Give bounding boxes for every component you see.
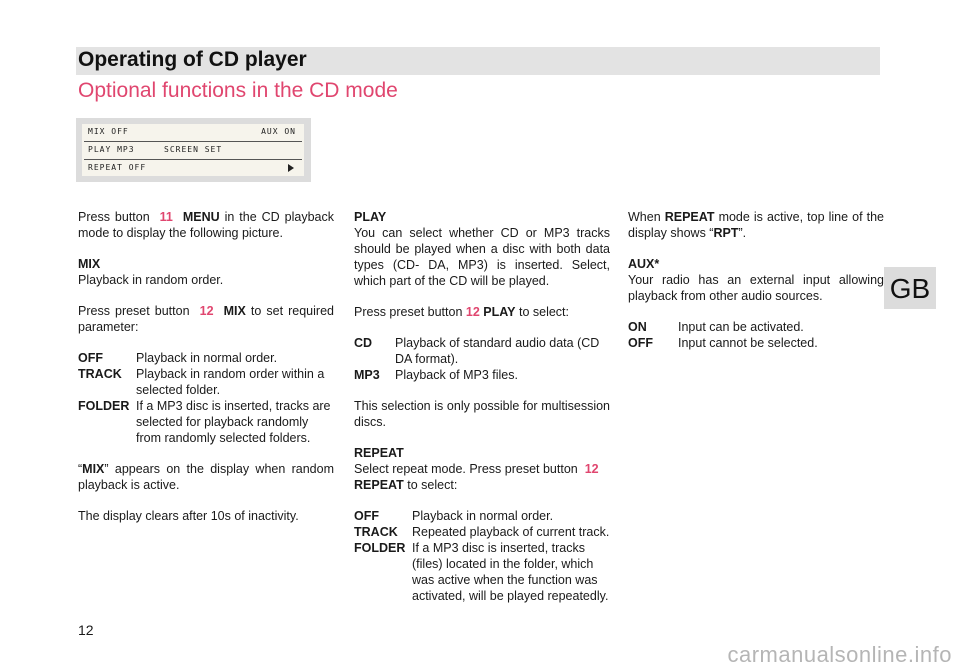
lcd-play-status: PLAY MP3 — [88, 145, 135, 154]
definition-list — [354, 508, 610, 604]
column-2 — [354, 209, 610, 604]
lcd-aux-status: AUX ON — [261, 127, 296, 136]
definition-item: OFF Playback in normal order. — [354, 509, 554, 523]
lcd-mix-status: MIX OFF — [88, 127, 129, 136]
definition-item: TRACK Playback in random order within a selected folder. — [78, 367, 325, 397]
lcd-row-3 — [86, 161, 300, 176]
lcd-display-image — [76, 118, 311, 182]
column-3 — [628, 209, 884, 351]
lcd-divider — [84, 159, 302, 160]
definition-list — [354, 335, 610, 383]
page-title: Operating of CD player — [78, 48, 307, 71]
paragraph-mix-display: “MIX” appears on the display when random playback is active. — [78, 462, 334, 492]
definition-item: OFF Playback in normal order. — [78, 351, 278, 365]
definition-item: FOLDER If a MP3 disc is inserted, tracks are selected for playback randomly from randomly selected folders. — [78, 399, 331, 445]
language-tab: GB — [884, 267, 936, 309]
lcd-repeat-status: REPEAT OFF — [88, 163, 147, 172]
lcd-divider — [84, 141, 302, 142]
definition-item: ON Input can be activated. — [628, 320, 804, 334]
lcd-row-1 — [86, 125, 300, 140]
paragraph-preset: Press preset button 12 MIX to set required parameter: — [78, 304, 334, 334]
page-number: 12 — [78, 622, 94, 638]
lcd-screen — [82, 124, 304, 176]
column-1 — [78, 209, 334, 539]
paragraph-menu: Press button 11 MENU in the CD playback mode to display the following picture. — [78, 210, 335, 240]
definition-item: CD Playback of standard audio data (CD DA format). — [354, 336, 600, 366]
definition-list — [628, 319, 884, 351]
paragraph-play-preset: Press preset button 12 PLAY to select: — [354, 305, 569, 319]
lcd-screen-set: SCREEN SET — [164, 145, 223, 154]
definition-item: TRACK Repeated playback of current track. — [354, 525, 610, 539]
paragraph-mix: MIX Playback in random order. — [78, 257, 224, 287]
section-subtitle: Optional functions in the CD mode — [78, 79, 398, 102]
paragraph-rpt: When REPEAT mode is active, top line of the display shows “RPT”. — [628, 210, 884, 240]
definition-item: OFF Input cannot be selected. — [628, 336, 818, 350]
definition-item: FOLDER If a MP3 disc is inserted, tracks (files) located in the folder, which was active when the function was activated, will be played repeatedly. — [354, 541, 609, 603]
watermark: carmanualsonline.info — [727, 642, 952, 667]
definition-list — [78, 350, 334, 446]
paragraph-multisession: This selection is only possible for multisession discs. — [354, 399, 610, 429]
paragraph-repeat: REPEAT Select repeat mode. Press preset button 12 REPEAT to select: — [354, 446, 599, 492]
paragraph-clear: The display clears after 10s of inactivity. — [78, 509, 299, 523]
definition-item: MP3 Playback of MP3 files. — [354, 368, 518, 382]
paragraph-play: PLAY You can select whether CD or MP3 tracks should be played when a disc with both data types (CD- DA, MP3) is inserted. Select, which part of the CD will be played. — [354, 210, 610, 288]
right-arrow-icon — [288, 164, 294, 172]
paragraph-aux: AUX* Your radio has an external input allowing playback from other audio sources. — [628, 257, 884, 303]
lcd-row-2 — [86, 143, 300, 158]
